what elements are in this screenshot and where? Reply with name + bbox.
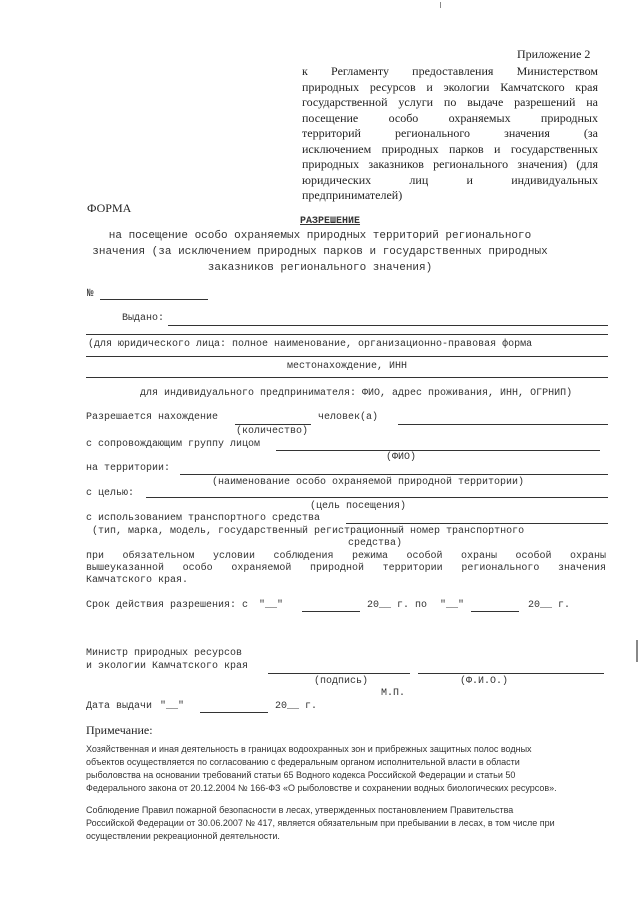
fio-sign-field-line: [418, 673, 604, 674]
note-p1-line: рыболовства на основании требований статьи 65 Водного кодекса Российской Федерации и статьи 50: [86, 770, 516, 780]
number-label: №: [87, 288, 94, 300]
condition-line: Камчатского края.: [86, 575, 189, 586]
territory-field-line: [180, 474, 608, 475]
vehicle-caption-line: (тип, марка, модель, государственный регистрационный номер транспортного: [92, 526, 525, 537]
validity-start-month-line: [302, 611, 360, 612]
minister-line: и экологии Камчатского края: [86, 661, 249, 672]
quantity-caption: (количество): [236, 426, 309, 437]
issued-label: Выдано:: [122, 313, 165, 324]
subtitle-line: значения (за исключением природных парков и государственных природных: [92, 246, 548, 258]
issue-date-label: Дата выдачи: [86, 701, 153, 712]
location-caption: местонахождение, ИНН: [287, 361, 408, 372]
note-p2-line: Соблюдение Правил пожарной безопасности в лесах, утвержденных постановлением Правительства: [86, 805, 514, 815]
subtitle-line: на посещение особо охраняемых природных территорий регионального: [108, 230, 532, 242]
issue-date-year: 20__ г.: [275, 701, 318, 712]
note-heading: Примечание:: [86, 723, 153, 737]
fio-sign-caption: (Ф.И.О.): [460, 676, 509, 687]
issued-field-line-2: [86, 334, 608, 335]
location-field-line: [86, 356, 608, 357]
appendix-line: природных ресурсов и экологии Камчатского края: [302, 79, 598, 94]
permitted-label: Разрешается нахождение: [86, 412, 219, 423]
purpose-field-line: [146, 497, 608, 498]
appendix-label: Приложение 2: [517, 47, 591, 61]
signature-caption: (подпись): [314, 676, 369, 687]
legal-entity-caption: (для юридического лица: полное наименование, организационно-правовая форма: [88, 339, 533, 350]
number-field-line: [100, 299, 208, 300]
note-p1-line: Хозяйственная и иная деятельность в границах водоохранных зон и прибрежных защитных полос водных: [86, 744, 532, 754]
scan-edge-mark: [636, 640, 638, 662]
ip-field-line: [86, 377, 608, 378]
signature-field-line: [268, 673, 410, 674]
territory-label: на территории:: [86, 463, 171, 474]
validity-start-year: 20__ г. по: [367, 600, 428, 611]
issue-date-day: "__": [160, 701, 185, 712]
vehicle-field-line: [346, 523, 608, 524]
issue-date-month-line: [200, 712, 268, 713]
fio-caption: (ФИО): [386, 452, 417, 463]
appendix-reference: [302, 64, 598, 204]
form-label: ФОРМА: [87, 201, 132, 215]
subtitle-line: заказников регионального значения): [207, 262, 433, 274]
document-title: РАЗРЕШЕНИЕ: [300, 216, 361, 227]
persons-label: человек(а): [318, 412, 379, 423]
quantity-field-line: [235, 424, 311, 425]
persons-field-line: [398, 424, 608, 425]
note-p1-line: объектов осуществляется по согласованию с федеральным органом исполнительной власти в области: [86, 757, 520, 767]
issued-field-line: [168, 325, 608, 326]
validity-label: Срок действия разрешения: с: [86, 600, 249, 611]
condition-line: вышеуказанной особо охраняемой природной территории регионального значения: [86, 563, 606, 574]
validity-end-day: "__": [440, 600, 465, 611]
validity-start-day: "__": [259, 600, 284, 611]
appendix-line: природных заказников регионального значения) (для: [302, 157, 598, 171]
appendix-line: предпринимателей): [302, 188, 403, 202]
scan-mark: [440, 2, 441, 8]
vehicle-caption-line: средства): [348, 538, 403, 549]
purpose-caption: (цель посещения): [310, 501, 407, 512]
validity-end-year: 20__ г.: [528, 600, 571, 611]
ip-caption: для индивидуального предпринимателя: ФИО, адрес проживания, ИНН, ОГРНИП): [140, 388, 573, 399]
appendix-line: территорий регионального значения (за: [302, 126, 598, 140]
note-p2-line: Российской Федерации от 30.06.2007 № 417, является обязательным при пребывании в лесах, в том числе при: [86, 818, 555, 828]
note-p1-line: Федерального закона от 20.12.2004 № 166-ФЗ «О рыболовстве и сохранении водных биологических ресурсов».: [86, 783, 557, 793]
condition-line: при обязательном условии соблюдения режима особой охраны особой охраны: [86, 551, 606, 562]
appendix-line: посещение особо охраняемых природных: [302, 110, 598, 125]
purpose-label: с целью:: [86, 488, 135, 499]
note-p2-line: осуществлении рекреационной деятельности.: [86, 831, 280, 841]
appendix-line: юридических лиц и индивидуальных: [302, 172, 598, 187]
appendix-line: государственной услуги по выдаче разрешений на: [302, 95, 598, 109]
territory-caption: (наименование особо охраняемой природной территории): [212, 477, 525, 488]
escort-field-line: [276, 450, 600, 451]
validity-end-month-line: [471, 611, 519, 612]
appendix-line: исключением природных парков и государственных: [302, 141, 598, 156]
stamp-label: М.П.: [381, 688, 406, 699]
appendix-line: к Регламенту предоставления Министерством: [302, 64, 598, 78]
vehicle-label: с использованием транспортного средства: [86, 513, 321, 524]
minister-line: Министр природных ресурсов: [86, 648, 243, 659]
escort-label: с сопровождающим группу лицом: [86, 439, 261, 450]
